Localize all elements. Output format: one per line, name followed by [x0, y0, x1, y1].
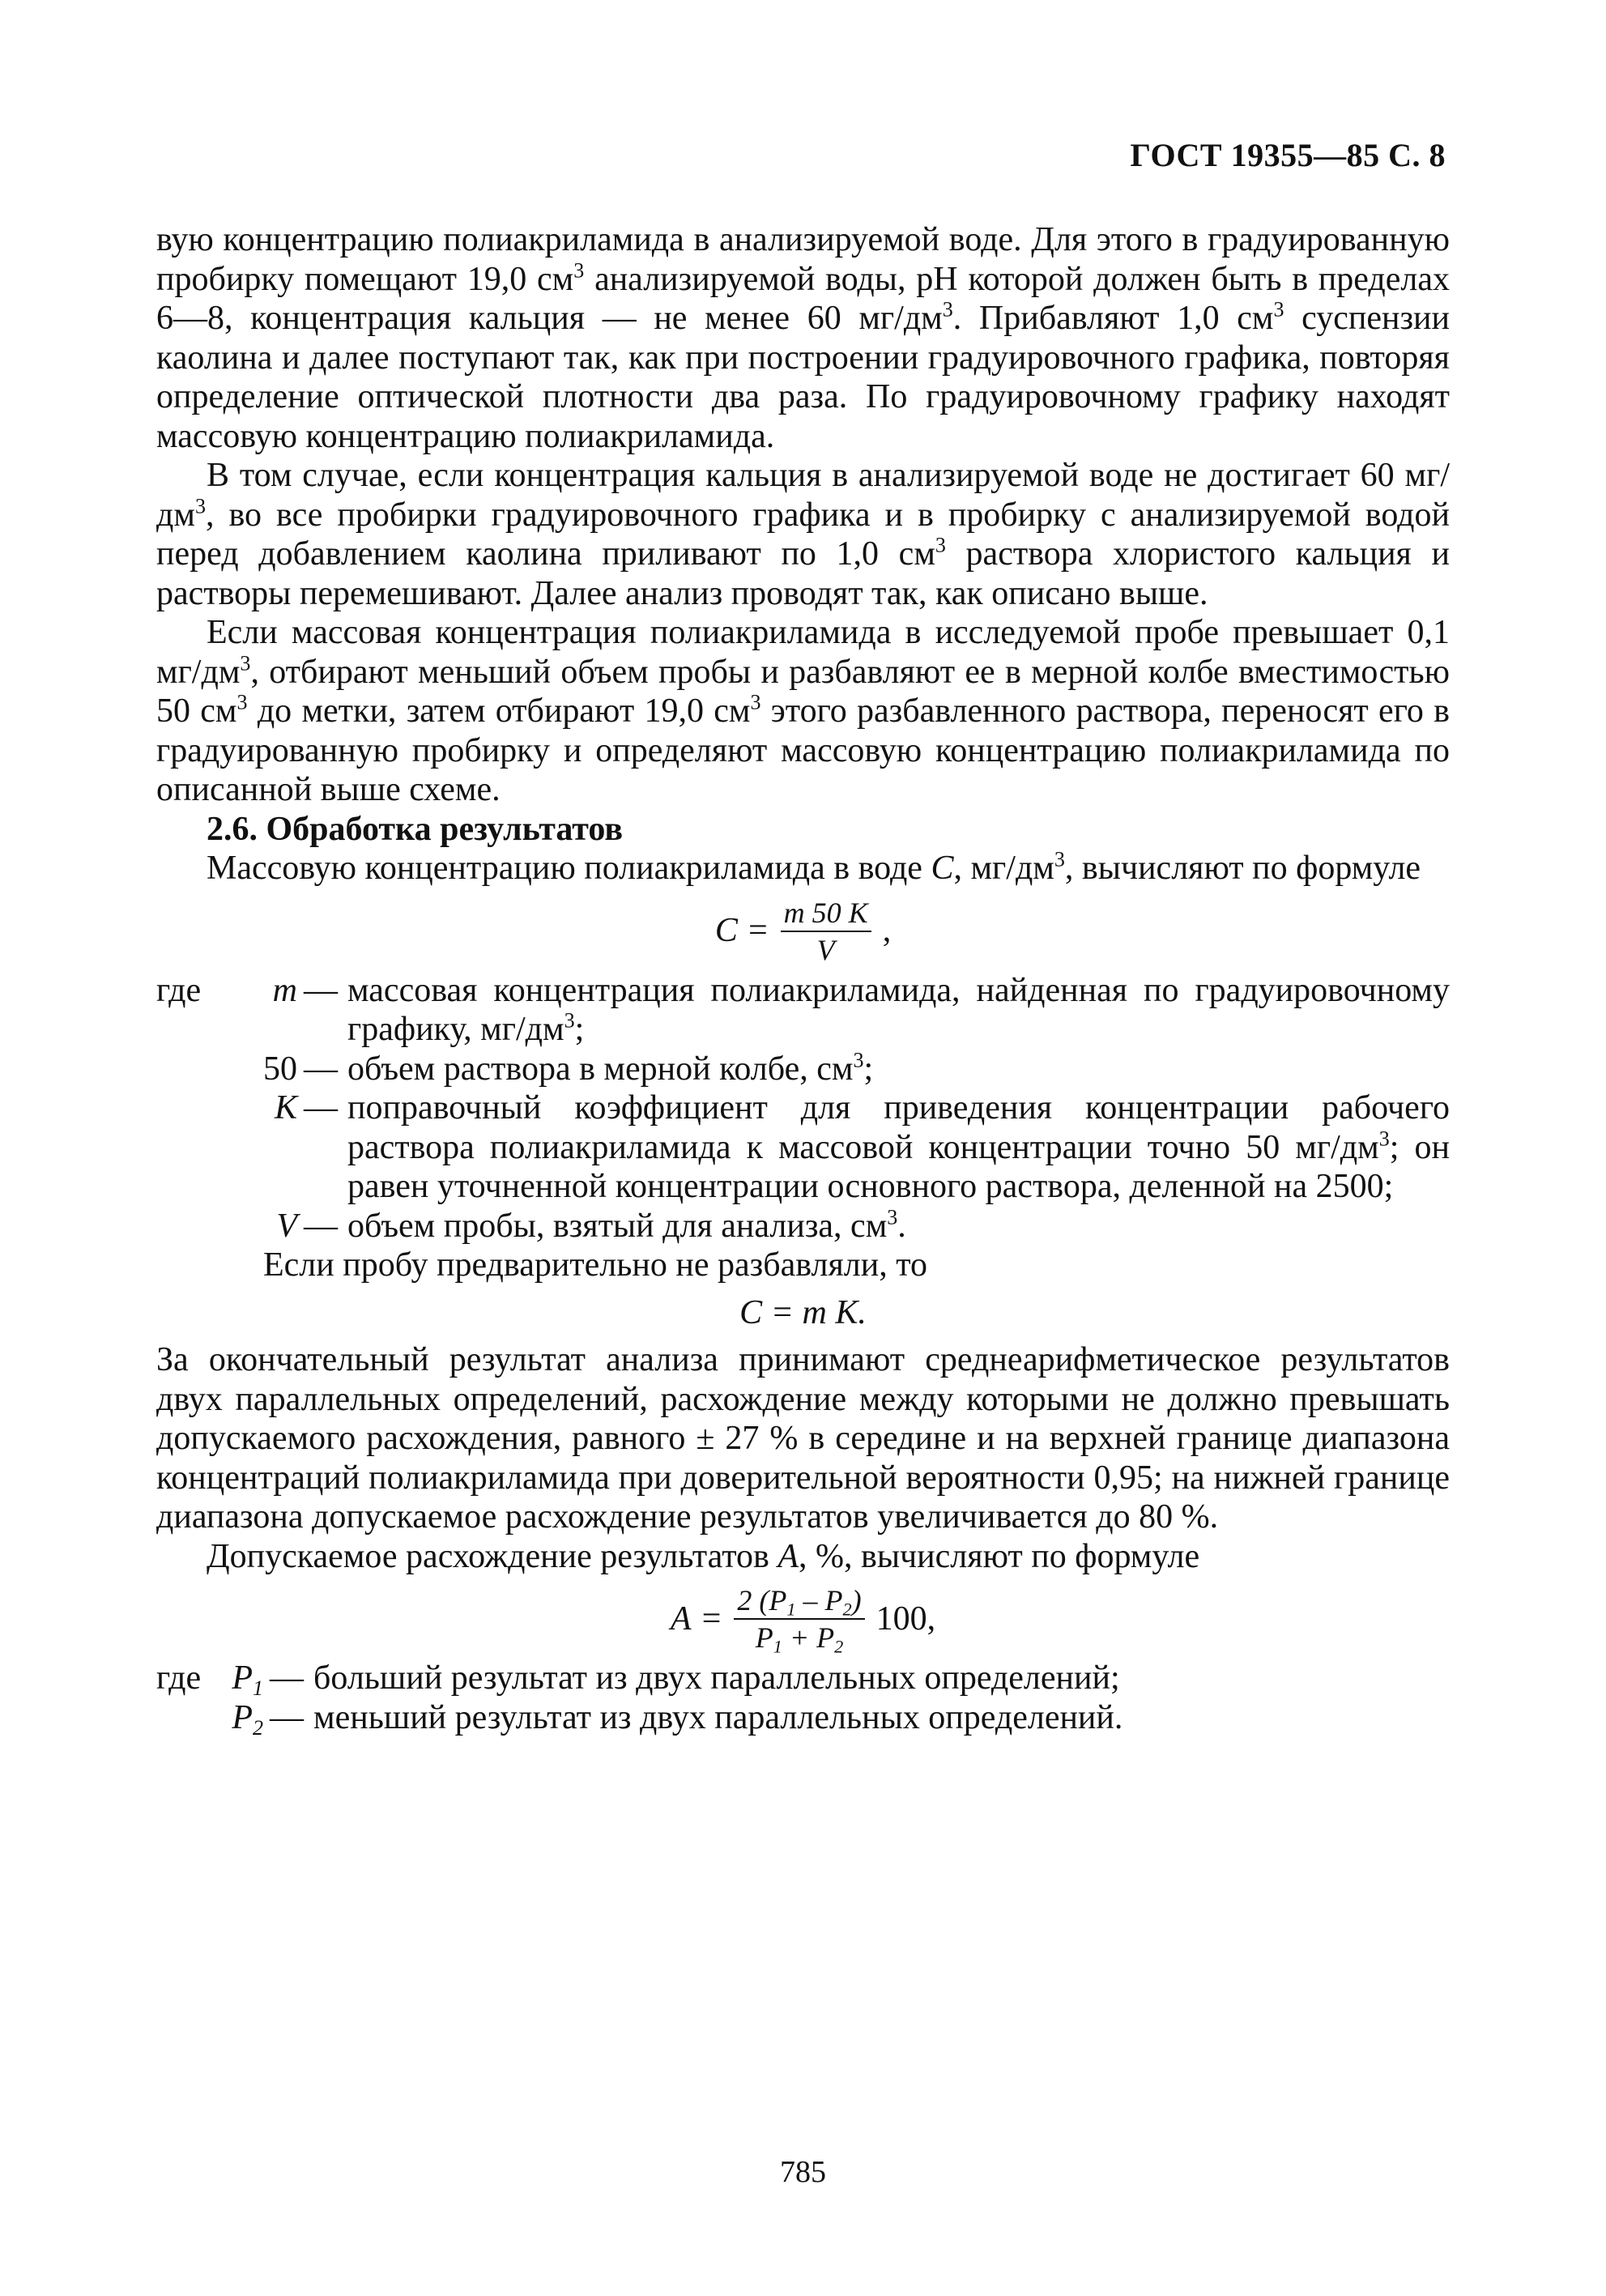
superscript: 3	[240, 650, 251, 675]
text-span: – P	[795, 1584, 843, 1617]
subscript: 1	[786, 1599, 796, 1620]
paragraph-calcium	[156, 456, 1450, 613]
definitions-list	[156, 1659, 1450, 1740]
text-span: , вычисляют по формуле	[1064, 850, 1421, 887]
text-span: вую концентрацию полиакриламида в анализируемой воде. Для этого в градуированную пробирку помещают 19,0 см	[156, 221, 1450, 298]
text-span: P	[232, 1659, 253, 1697]
text-span: В том случае, если концентрация кальция в анализируемой воде не достигает 60 мг/дм	[156, 457, 1450, 534]
formula-simple	[156, 1293, 1450, 1333]
paragraph-dilution	[156, 613, 1450, 810]
superscript: 3	[564, 1008, 575, 1033]
definition-text	[347, 1204, 1450, 1246]
fraction	[734, 1584, 864, 1657]
fraction-denominator	[752, 1620, 847, 1657]
definition-row	[156, 1047, 1450, 1089]
fraction-denominator: V	[816, 933, 835, 966]
text-span: объем пробы, взятый для анализа, см	[347, 1207, 888, 1245]
text-span: этого разбавленного раствора, переносят его в градуированную пробирку и определяют массовую концентрацию полиакриламида по описанной выше схеме.	[156, 692, 1450, 808]
text-span: P	[755, 1621, 773, 1654]
formula-concentration	[156, 897, 1450, 966]
formula-tail: ,	[882, 912, 892, 950]
paragraph-tolerance-intro	[156, 1537, 1450, 1577]
superscript: 3	[194, 493, 206, 518]
definition-dash: —	[270, 1698, 304, 1736]
definition-symbol	[219, 1698, 270, 1738]
running-head: ГОСТ 19355—85 С. 8	[1130, 137, 1446, 173]
text-span: ;	[863, 1050, 874, 1088]
formula-text: С = m K.	[739, 1293, 867, 1331]
subscript: 2	[842, 1599, 852, 1620]
definition-row	[156, 1088, 1450, 1207]
fraction	[781, 897, 871, 966]
text-span: Массовую концентрацию полиакриламида в воде	[207, 850, 931, 887]
definition-dash: —	[304, 1050, 338, 1088]
definitions-list	[156, 971, 1450, 1246]
text-span: 2 (P	[737, 1584, 787, 1617]
superscript: 3	[1054, 847, 1065, 871]
definition-row	[156, 1698, 1450, 1738]
superscript: 3	[573, 258, 585, 282]
formula-tolerance	[156, 1584, 1450, 1657]
text-span: + P	[782, 1621, 835, 1654]
definition-dash: —	[304, 971, 338, 1009]
where-label: где	[156, 971, 202, 1009]
text-span: суспензии каолина и далее поступают так, как при построении градуировочного графика, повторяя определение оптической плотности два раза. По градуировочному графику находят массовую концентрацию полиакриламида.	[156, 300, 1450, 455]
subscript: 2	[252, 1715, 263, 1740]
superscript: 3	[942, 297, 953, 322]
definition-text	[347, 971, 1450, 1050]
paragraph-formula-intro	[156, 849, 1450, 888]
definition-row	[156, 971, 1450, 1050]
definition-row	[156, 1659, 1450, 1698]
superscript: 3	[853, 1047, 864, 1071]
text-span: ; он равен уточненной концентрации основного раствора, деленной на 2500;	[347, 1128, 1450, 1205]
text-span: до метки, затем отбирают 19,0 см	[247, 692, 751, 730]
text-span: поправочный коэффициент для приведения концентрации рабочего раствора полиакриламида к массовой концентрации точно 50 мг/дм	[347, 1089, 1450, 1166]
variable-a: А	[777, 1537, 799, 1575]
formula-tail: 100,	[875, 1600, 936, 1638]
text-span: Если массовая концентрация полиакриламида в исследуемой пробе превышает 0,1 мг/дм	[156, 614, 1450, 691]
definition-dash: —	[304, 1207, 338, 1245]
body-text	[156, 220, 1450, 1740]
superscript: 3	[236, 690, 248, 714]
section-heading: 2.6. Обработка результатов	[207, 810, 624, 848]
text-span: , отбирают меньший объем пробы и разбавляют ее в мерной колбе вместимостью 50 см	[156, 653, 1450, 730]
paragraph-final-result: За окончательный результат анализа принимают среднеарифметическое результатов двух параллельных определений, расхождение между которыми не должно превышать допускаемого расхождения, равного ± 27 % в середине и на верхней границе диапазона концентраций полиакриламида при доверительной вероятности 0,95; на нижней границе диапазона допускаемое расхождение результатов увеличивается до 80 %.	[156, 1341, 1450, 1536]
paragraph-no-dilution: Если пробу предварительно не разбавляли, то	[263, 1246, 928, 1284]
formula-lhs: С =	[714, 912, 769, 950]
fraction-numerator: m 50 K	[781, 897, 871, 932]
definition-row	[156, 1204, 1450, 1246]
text-span: Допускаемое расхождение результатов	[207, 1537, 778, 1575]
fraction-numerator	[734, 1584, 864, 1620]
text-span: , %, вычисляют по формуле	[799, 1537, 1200, 1575]
text-span: . Прибавляют 1,0 см	[952, 300, 1274, 337]
definition-text: больший результат из двух параллельных определений;	[313, 1659, 1120, 1697]
definition-text	[347, 1047, 1450, 1089]
text-span: объем раствора в мерной колбе, см	[347, 1050, 854, 1088]
paragraph-continuation	[156, 220, 1450, 456]
text-span: )	[851, 1584, 862, 1617]
definition-dash: —	[270, 1659, 304, 1697]
superscript: 3	[750, 690, 761, 714]
definition-symbol: V	[276, 1207, 297, 1245]
definition-text	[347, 1088, 1450, 1207]
definition-dash: —	[304, 1089, 338, 1127]
superscript: 3	[935, 533, 946, 557]
text-span: массовая концентрация полиакриламида, найденная по градуировочному графику, мг/дм	[347, 971, 1450, 1048]
definition-symbol: 50	[263, 1050, 297, 1088]
text-span: , во все пробирки градуировочного графика и в пробирку с анализируемой водой перед добавлением каолина приливают по 1,0 см	[156, 496, 1450, 573]
superscript: 3	[1378, 1126, 1390, 1150]
superscript: 3	[1273, 297, 1284, 322]
text-span: ;	[574, 1011, 585, 1048]
superscript: 3	[887, 1204, 898, 1229]
text-span: анализируемой воды, pH которой должен быть в пределах 6—8, концентрация кальция — не менее 60 мг/дм	[156, 260, 1450, 337]
definition-symbol: K	[274, 1089, 297, 1127]
where-label: где	[156, 1659, 202, 1697]
subscript: 1	[252, 1676, 263, 1700]
text-span: , мг/дм	[953, 850, 1054, 887]
variable-c: С	[931, 850, 954, 887]
definition-symbol: m	[272, 971, 297, 1009]
subscript: 1	[773, 1636, 782, 1657]
definition-text: меньший результат из двух параллельных определений.	[313, 1698, 1123, 1736]
subscript: 2	[834, 1636, 844, 1657]
page-number: 785	[780, 2155, 826, 2189]
definition-symbol	[219, 1659, 270, 1698]
text-span: раствора хлористого кальция и растворы перемешивают. Далее анализ проводят так, как описано выше.	[156, 535, 1450, 612]
text-span: .	[897, 1207, 906, 1245]
formula-lhs: А =	[670, 1600, 723, 1638]
text-span: P	[232, 1698, 253, 1736]
